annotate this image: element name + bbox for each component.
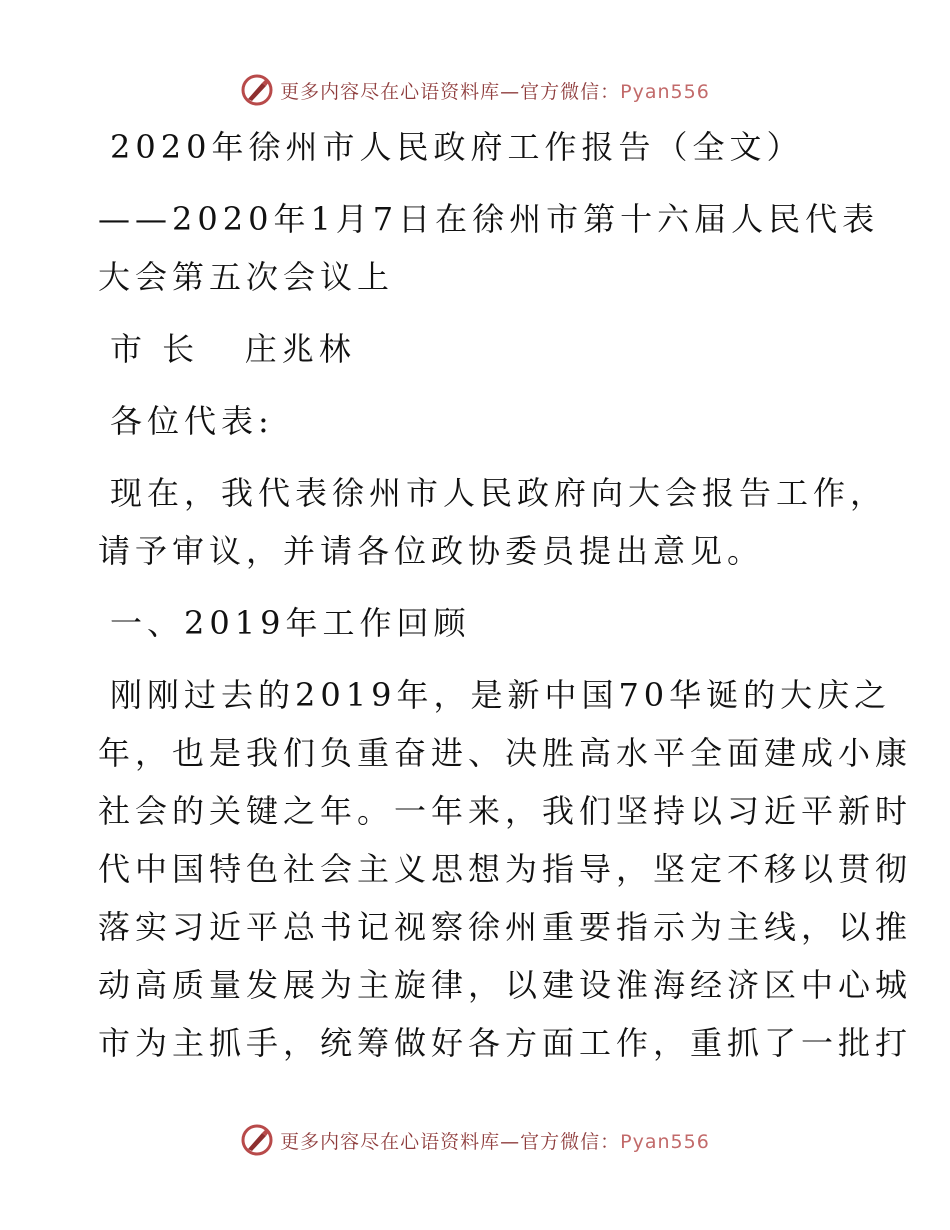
salutation: 各位代表: (110, 402, 274, 440)
subtitle-line-1: ——2020年1月7日在徐州市第十六届人民代表 (98, 200, 880, 238)
document-title: 2020年徐州市人民政府工作报告（全文） (110, 128, 804, 166)
body-line-2: 年，也是我们负重奋进、决胜高水平全面建成小康 (98, 734, 913, 772)
body-line-7: 市为主抓手，统筹做好各方面工作，重抓了一批打 (98, 1024, 913, 1062)
watermark-handle: Pyan556 (620, 80, 710, 103)
watermark-text (280, 1127, 710, 1154)
watermark-label: 更多内容尽在心语资料库—官方微信： (280, 1130, 621, 1153)
intro-line-2: 请予审议，并请各位政协委员提出意见。 (98, 532, 765, 570)
body-line-1: 刚刚过去的2019年，是新中国70华诞的大庆之 (110, 676, 892, 714)
header-watermark-banner (0, 70, 950, 110)
body-line-6: 动高质量发展为主旋律，以建设淮海经济区中心城 (98, 966, 913, 1004)
subtitle-line-2: 大会第五次会议上 (98, 258, 395, 296)
pen-logo-icon (240, 73, 274, 107)
watermark-label: 更多内容尽在心语资料库—官方微信： (280, 80, 621, 103)
body-line-3: 社会的关键之年。一年来，我们坚持以习近平新时 (98, 792, 913, 830)
body-line-4: 代中国特色社会主义思想为指导，坚定不移以贯彻 (98, 850, 913, 888)
watermark-handle: Pyan556 (620, 1130, 710, 1153)
pen-logo-icon (240, 1123, 274, 1157)
speaker-line: 市 长 庄兆林 (110, 330, 356, 368)
watermark-text (280, 77, 710, 104)
body-line-5: 落实习近平总书记视察徐州重要指示为主线，以推 (98, 908, 913, 946)
intro-line-1: 现在，我代表徐州市人民政府向大会报告工作， (110, 474, 888, 512)
footer-watermark-banner (0, 1120, 950, 1160)
section-heading: 一、2019年工作回顾 (110, 604, 471, 642)
document-body (98, 118, 913, 1072)
